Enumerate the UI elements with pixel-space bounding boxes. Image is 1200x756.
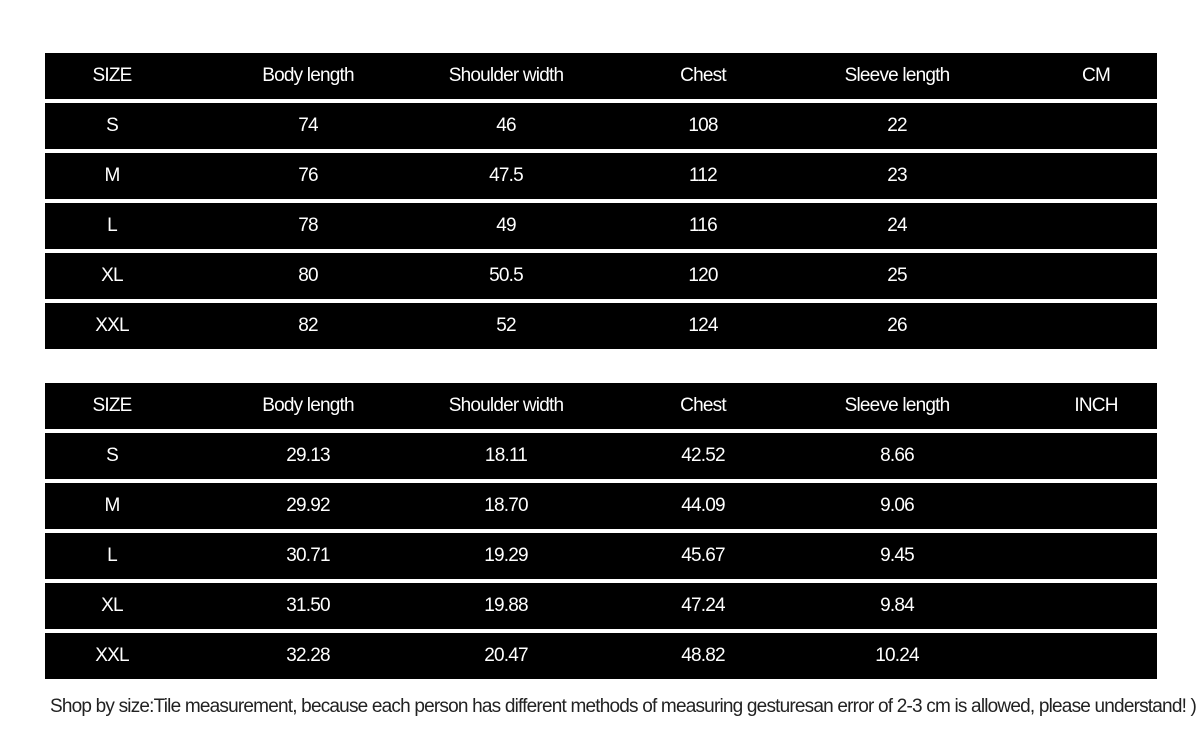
header-chest: Chest — [680, 65, 726, 86]
cell-chest: 116 — [689, 215, 717, 236]
table-header-row — [45, 53, 1157, 99]
cell-shoulder-width: 19.88 — [484, 595, 528, 616]
cell-body-length: 74 — [298, 115, 318, 136]
header-unit: CM — [1082, 65, 1110, 86]
cell-body-length: 30.71 — [286, 545, 330, 566]
measurement-note: Shop by size:Tile measurement, because each person has different methods of measuring gesturesan error of 2-3 cm is allowed, please understand! ) — [50, 696, 1197, 717]
cell-shoulder-width: 18.11 — [484, 445, 528, 466]
cell-size: L — [107, 215, 117, 236]
cell-size: M — [104, 495, 120, 516]
cell-sleeve-length: 8.66 — [880, 445, 914, 466]
cell-shoulder-width: 50.5 — [489, 265, 523, 286]
table-row — [45, 303, 1157, 349]
cell-chest: 120 — [688, 265, 718, 286]
cell-body-length: 78 — [298, 215, 318, 236]
cell-sleeve-length: 9.06 — [880, 495, 914, 516]
cell-size: XL — [101, 595, 123, 616]
header-body-length: Body length — [262, 395, 354, 416]
size-table-cm — [45, 53, 1157, 353]
header-body-length: Body length — [262, 65, 354, 86]
cell-body-length: 76 — [298, 165, 318, 186]
cell-sleeve-length: 22 — [887, 115, 907, 136]
cell-shoulder-width: 49 — [496, 215, 516, 236]
table-row — [45, 253, 1157, 299]
cell-body-length: 80 — [298, 265, 318, 286]
cell-sleeve-length: 9.84 — [880, 595, 914, 616]
cell-shoulder-width: 47.5 — [489, 165, 523, 186]
cell-shoulder-width: 52 — [496, 315, 516, 336]
cell-sleeve-length: 10.24 — [875, 645, 919, 666]
header-size: SIZE — [92, 65, 132, 86]
cell-body-length: 82 — [298, 315, 318, 336]
header-shoulder-width: Shoulder width — [448, 395, 564, 416]
cell-body-length: 32.28 — [286, 645, 330, 666]
header-size: SIZE — [92, 395, 132, 416]
cell-size: XXL — [95, 645, 129, 666]
cell-shoulder-width: 20.47 — [484, 645, 528, 666]
header-sleeve-length: Sleeve length — [844, 395, 950, 416]
cell-chest: 47.24 — [681, 595, 725, 616]
table-row — [45, 483, 1157, 529]
cell-body-length: 29.13 — [286, 445, 330, 466]
cell-size: XXL — [95, 315, 129, 336]
cell-shoulder-width: 19.29 — [484, 545, 528, 566]
table-row — [45, 433, 1157, 479]
cell-shoulder-width: 18.70 — [484, 495, 528, 516]
size-table-inch — [45, 383, 1157, 683]
cell-chest: 45.67 — [681, 545, 725, 566]
header-unit: INCH — [1074, 395, 1118, 416]
cell-sleeve-length: 25 — [887, 265, 907, 286]
cell-chest: 112 — [689, 165, 717, 186]
table-row — [45, 203, 1157, 249]
cell-sleeve-length: 26 — [887, 315, 907, 336]
cell-chest: 124 — [688, 315, 718, 336]
header-shoulder-width: Shoulder width — [448, 65, 564, 86]
cell-sleeve-length: 23 — [887, 165, 907, 186]
cell-size: L — [107, 545, 117, 566]
cell-chest: 42.52 — [681, 445, 725, 466]
table-header-row — [45, 383, 1157, 429]
cell-size: S — [106, 115, 118, 136]
table-row — [45, 533, 1157, 579]
header-chest: Chest — [680, 395, 726, 416]
header-sleeve-length: Sleeve length — [844, 65, 950, 86]
cell-body-length: 29.92 — [286, 495, 330, 516]
table-row — [45, 583, 1157, 629]
cell-size: M — [104, 165, 120, 186]
cell-size: S — [106, 445, 118, 466]
cell-sleeve-length: 24 — [887, 215, 907, 236]
cell-sleeve-length: 9.45 — [880, 545, 914, 566]
table-row — [45, 633, 1157, 679]
table-row — [45, 153, 1157, 199]
cell-shoulder-width: 46 — [496, 115, 516, 136]
cell-chest: 48.82 — [681, 645, 725, 666]
cell-size: XL — [101, 265, 123, 286]
cell-body-length: 31.50 — [286, 595, 330, 616]
cell-chest: 108 — [688, 115, 718, 136]
cell-chest: 44.09 — [681, 495, 725, 516]
table-row — [45, 103, 1157, 149]
